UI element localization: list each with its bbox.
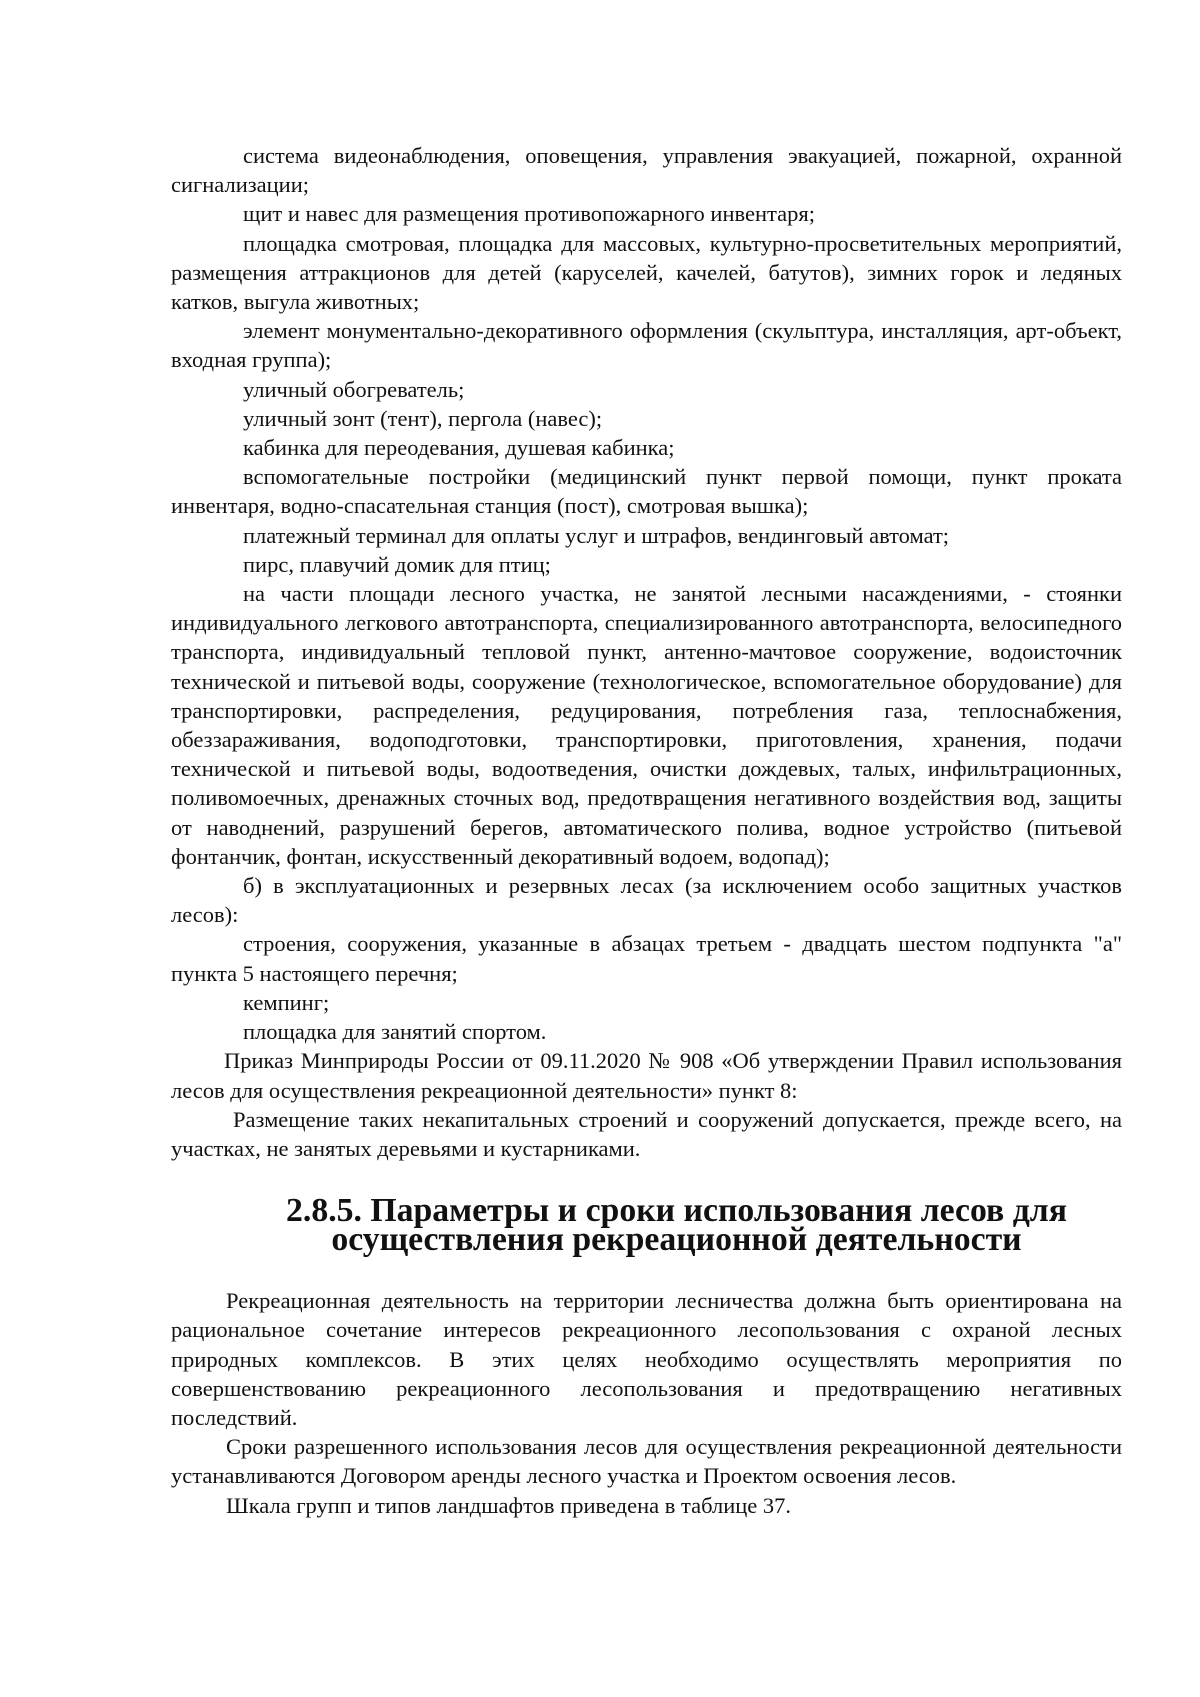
body-paragraph: Шкала групп и типов ландшафтов приведена в таблице 37. (226, 1492, 792, 1518)
list-item: щит и навес для размещения противопожарного инвентаря; (243, 201, 815, 227)
list-item: строения, сооружения, указанные в абзацах третьем - двадцать шестом подпункта "а" пункта 5 настоящего перечня; (171, 931, 1122, 986)
list-item: площадка для занятий спортом. (243, 1019, 547, 1045)
order-quote: Размещение таких некапитальных строений и сооружений допускается, прежде всего, на участках, не занятых деревьями и кустарниками. (171, 1106, 1122, 1161)
body-paragraph: Сроки разрешенного использования лесов для осуществления рекреационной деятельности устанавливаются Договором аренды лесного участка и Проектом освоения лесов. (171, 1434, 1122, 1489)
list-item: кабинка для переодевания, душевая кабинка; (243, 435, 675, 461)
list-item: элемент монументально-декоративного оформления (скульптура, инсталляция, арт-объект, входная группа); (171, 318, 1122, 373)
order-reference: Приказ Минприроды России от 09.11.2020 № 908 «Об утверждении Правил использования лесов для осуществления рекреационной деятельности» пункт 8: (171, 1048, 1122, 1103)
list-item: на части площади лесного участка, не занятой лесными насаждениями, - стоянки индивидуального легкового автотранспорта, специализированного автотранспорта, велосипедного транспорта, индивидуальный тепловой пункт, антенно-мачтовое сооружение, водоисточник технической и питьевой воды, сооружение (технологическое, вспомогательное оборудование) для транспортировки, распределения, редуцирования, потребления газа, теплоснабжения, обеззараживания, водоподготовки, транспортировки, приготовления, хранения, подачи технической и питьевой воды, водоотведения, очистки дождевых, талых, инфильтрационных, поливомоечных, дренажных сточных вод, предотвращения негативного воздействия вод, защиты от наводнений, разрушений берегов, автоматического полива, водное устройство (питьевой фонтанчик, фонтан, искусственный декоративный водоем, водопад); (171, 581, 1122, 869)
document-body (171, 141, 1122, 1520)
section-heading: 2.8.5. Параметры и сроки использования лесов для осуществления рекреационной деятельности (286, 1192, 1067, 1259)
list-item: вспомогательные постройки (медицинский пункт первой помощи, пункт проката инвентаря, водно-спасательная станция (пост), смотровая вышка); (171, 464, 1122, 519)
heading-spacer (171, 1254, 1122, 1286)
list-item: кемпинг; (243, 989, 330, 1015)
list-item: уличный зонт (тент), пергола (навес); (243, 405, 603, 431)
list-item: площадка смотровая, площадка для массовых, культурно-просветительных мероприятий, размещения аттракционов для детей (каруселей, качелей, батутов), зимних горок и ледяных катков, выгула животных; (171, 230, 1122, 315)
list-item: пирс, плавучий домик для птиц; (243, 551, 551, 577)
body-paragraph: Рекреационная деятельность на территории лесничества должна быть ориентирована на рациональное сочетание интересов рекреационного лесопользования с охраной лесных природных комплексов. В этих целях необходимо осуществлять мероприятия по совершенствованию рекреационного лесопользования и предотвращению негативных последствий. (171, 1288, 1122, 1430)
list-item: б) в эксплуатационных и резервных лесах (за исключением особо защитных участков лесов): (171, 873, 1122, 928)
list-item: платежный терминал для оплаты услуг и штрафов, вендинговый автомат; (243, 522, 950, 548)
list-item: уличный обогреватель; (243, 376, 465, 402)
list-item: система видеонаблюдения, оповещения, управления эвакуацией, пожарной, охранной сигнализации; (171, 143, 1122, 198)
